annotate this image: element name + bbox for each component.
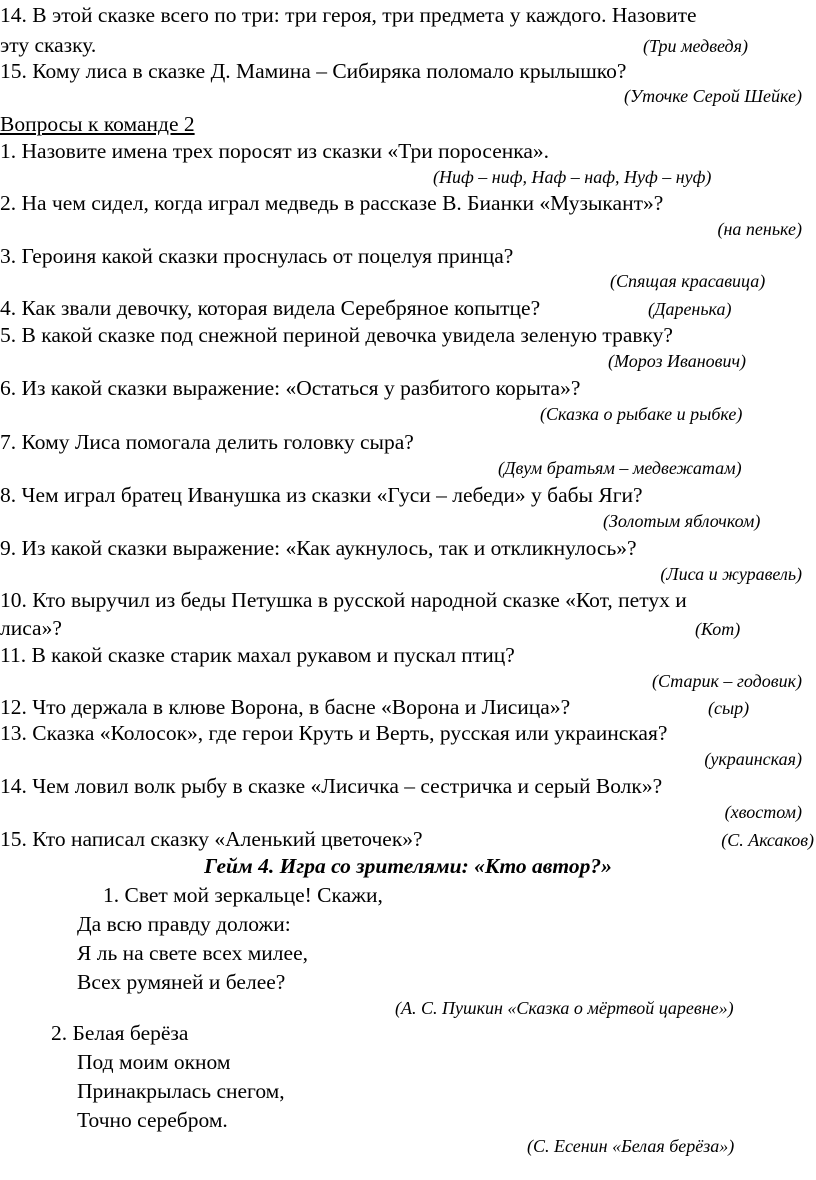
question-line: 15. Кто написал сказку «Аленький цветочек»?	[0, 827, 423, 851]
question-line: 8. Чем играл братец Иванушка из сказки «Гуси – лебеди» у бабы Яги?	[0, 483, 643, 507]
poem-line: Под моим окном	[77, 1050, 231, 1074]
question-line: 14. В этой сказке всего по три: три героя, три предмета у каждого. Назовите	[0, 3, 697, 27]
answer-text: (С. Аксаков)	[721, 830, 814, 850]
question-line: 14. Чем ловил волк рыбу в сказке «Лисичка – сестричка и серый Волк»?	[0, 774, 663, 798]
question-line: лиса»?	[0, 616, 62, 640]
answer-text: (Лиса и журавель)	[660, 564, 802, 584]
team2-heading: Вопросы к команде 2	[0, 112, 195, 136]
answer-text: (Даренька)	[648, 299, 732, 319]
answer-text: (Мороз Иванович)	[608, 351, 747, 371]
poem-line: Всех румяней и белее?	[77, 970, 286, 994]
answer-text: (Сказка о рыбаке и рыбке)	[540, 404, 743, 424]
question-line: 11. В какой сказке старик махал рукавом и пускал птиц?	[0, 643, 515, 667]
answer-text: (Старик – годовик)	[651, 671, 802, 691]
question-line: 15. Кому лиса в сказке Д. Мамина – Сибиряка поломало крылышко?	[0, 59, 627, 83]
question-line: 10. Кто выручил из беды Петушка в русской народной сказке «Кот, петух и	[0, 588, 687, 612]
poem-line: Да всю правду доложи:	[77, 912, 291, 936]
poem-source: (А. С. Пушкин «Сказка о мёртвой царевне»)	[395, 998, 734, 1018]
poem-line: 2. Белая берёза	[51, 1021, 189, 1045]
question-line: 4. Как звали девочку, которая видела Серебряное копытце?	[0, 296, 541, 320]
question-line: 2. На чем сидел, когда играл медведь в рассказе В. Бианки «Музыкант»?	[0, 191, 664, 215]
poem-source: (С. Есенин «Белая берёза»)	[527, 1136, 735, 1156]
game4-title: Гейм 4. Игра со зрителями: «Кто автор?»	[204, 854, 612, 878]
answer-text: (Двум братьям – медвежатам)	[498, 458, 742, 478]
question-line: 5. В какой сказке под снежной периной девочка увидела зеленую травку?	[0, 323, 673, 347]
answer-text: (Три медведя)	[643, 36, 749, 56]
poem-line: 1. Свет мой зеркальце! Скажи,	[103, 883, 383, 907]
answer-text: (Спящая красавица)	[610, 271, 766, 291]
question-line: эту сказку.	[0, 33, 97, 57]
poem-line: Я ль на свете всех милее,	[77, 941, 308, 965]
question-line: 6. Из какой сказки выражение: «Остаться у разбитого корыта»?	[0, 376, 581, 400]
answer-text: (Золотым яблочком)	[603, 511, 761, 531]
answer-text: (украинская)	[704, 749, 802, 769]
poem-line: Точно серебром.	[77, 1108, 228, 1132]
answer-text: (Ниф – ниф, Наф – наф, Нуф – нуф)	[433, 167, 712, 187]
question-line: 9. Из какой сказки выражение: «Как аукнулось, так и откликнулось»?	[0, 536, 637, 560]
answer-text: (на пеньке)	[717, 219, 802, 239]
answer-text: (сыр)	[708, 698, 750, 718]
question-line: 12. Что держала в клюве Ворона, в басне «Ворона и Лисица»?	[0, 695, 571, 719]
question-line: 3. Героиня какой сказки проснулась от поцелуя принца?	[0, 244, 514, 268]
question-line: 13. Сказка «Колосок», где герои Круть и Верть, русская или украинская?	[0, 721, 668, 745]
answer-text: (хвостом)	[724, 802, 802, 822]
poem-line: Принакрылась снегом,	[77, 1079, 285, 1103]
answer-text: (Уточке Серой Шейке)	[623, 86, 802, 106]
question-line: 7. Кому Лиса помогала делить головку сыра?	[0, 430, 414, 454]
question-line: 1. Назовите имена трех поросят из сказки «Три поросенка».	[0, 139, 550, 163]
answer-text: (Кот)	[695, 619, 741, 639]
